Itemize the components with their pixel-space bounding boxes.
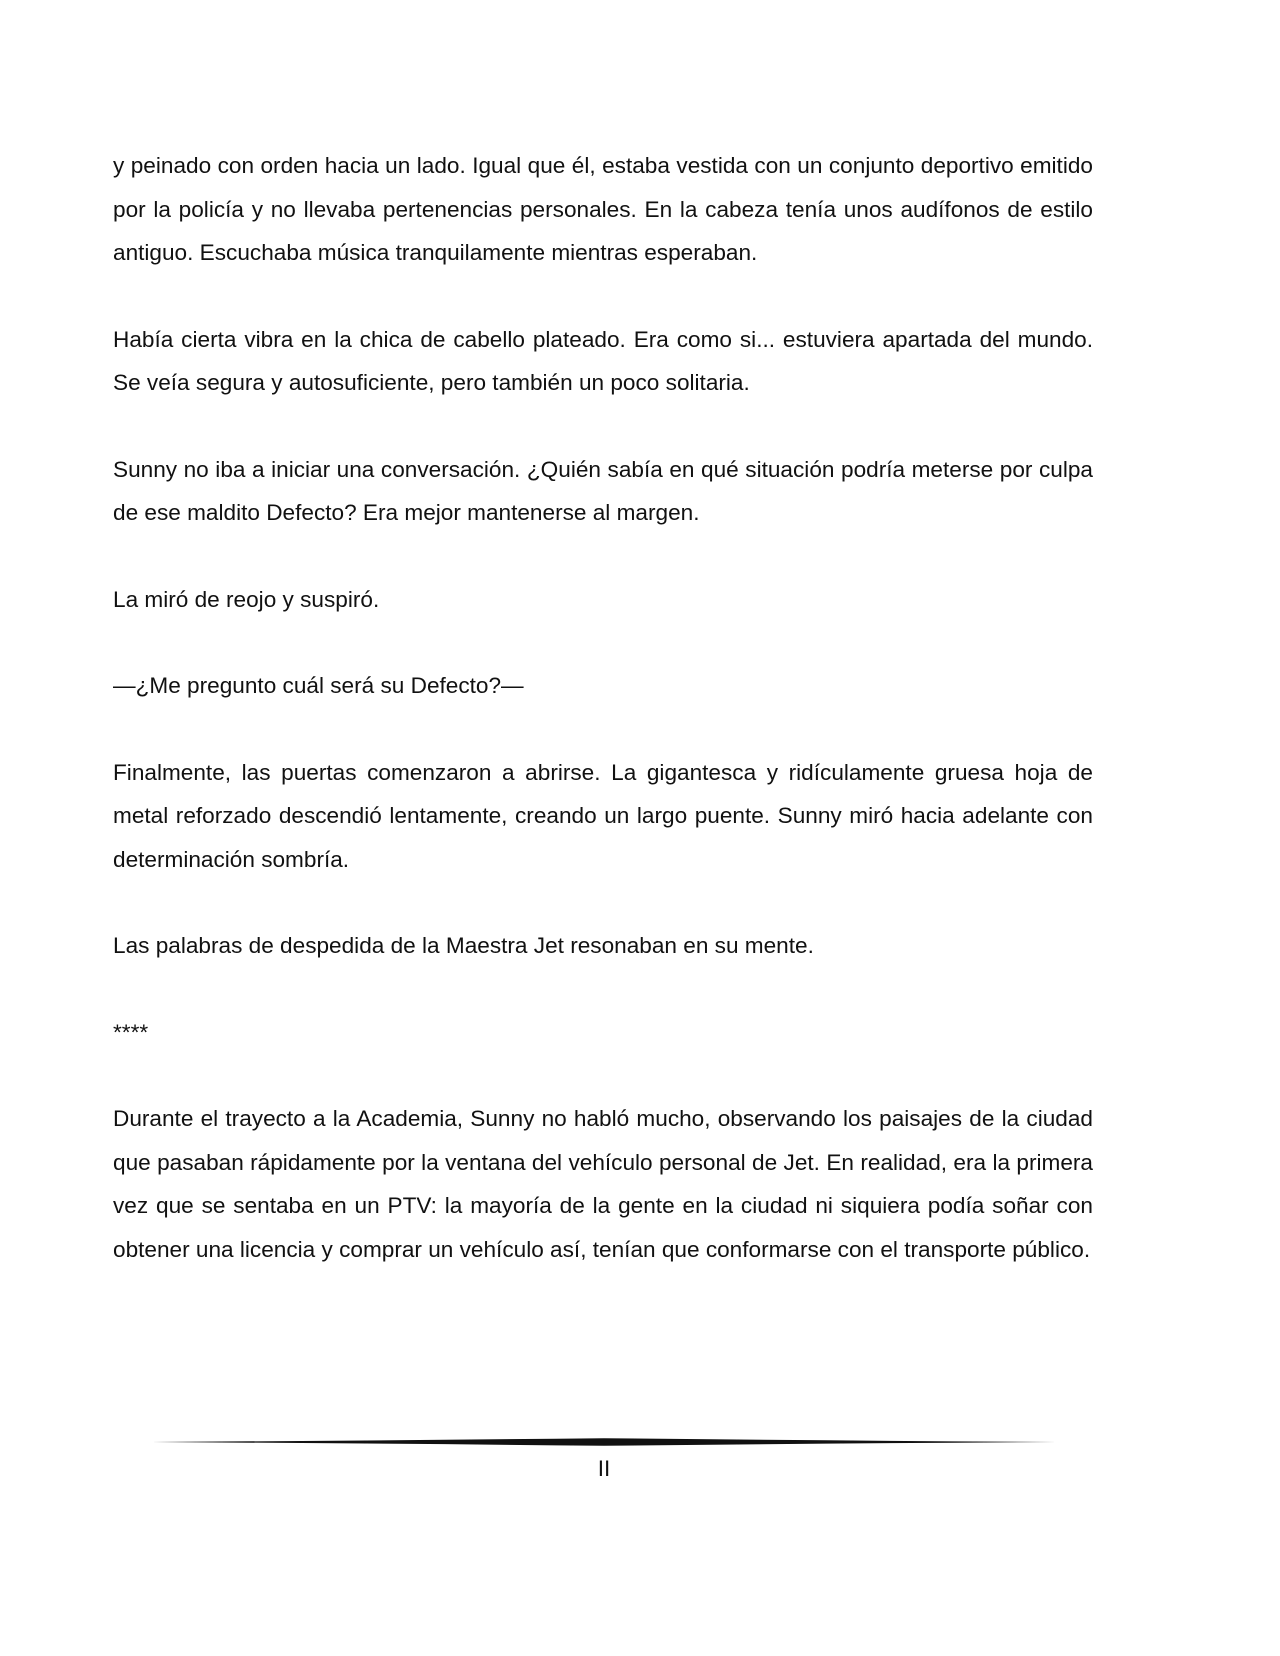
paragraph: Finalmente, las puertas comenzaron a abrirse. La gigantesca y ridículamente gruesa hoja de metal reforzado descendió lentamente, creando un largo puente. Sunny miró hacia adelante con determinación sombría.	[113, 759, 1093, 872]
page-number: II	[597, 1456, 611, 1481]
paragraph: y peinado con orden hacia un lado. Igual que él, estaba vestida con un conjunto deportivo emitido por la policía y no llevaba pertenencias personales. En la cabeza tenía unos audífonos de estilo antiguo. Escuchaba música tranquilamente mientras esperaban.	[113, 153, 1093, 265]
paragraph: Durante el trayecto a la Academia, Sunny no habló mucho, observando los paisajes de la ciudad que pasaban rápidamente por la ventana del vehículo personal de Jet. En realidad, era la primera vez que se sentaba en un PTV: la mayoría de la gente en la ciudad ni siquiera podía soñar con obtener una licencia y comprar un vehículo así, tenían que conformarse con el transporte público.	[113, 1106, 1093, 1262]
paragraph: Había cierta vibra en la chica de cabello plateado. Era como si... estuviera apartada del mundo. Se veía segura y autosuficiente, pero también un poco solitaria.	[113, 326, 1093, 395]
scene-break: ****	[113, 1019, 149, 1045]
dialogue-line: —¿Me pregunto cuál será su Defecto?—	[113, 673, 524, 698]
page-body	[113, 144, 1093, 1314]
paragraph: La miró de reojo y suspiró.	[113, 586, 380, 612]
paragraph: Sunny no iba a iniciar una conversación. ¿Quién sabía en qué situación podría meterse por culpa de ese maldito Defecto? Era mejor mantenerse al margen.	[113, 456, 1093, 525]
paragraph: Las palabras de despedida de la Maestra Jet resonaban en su mente.	[113, 933, 814, 958]
footer-rule	[152, 1436, 1056, 1448]
